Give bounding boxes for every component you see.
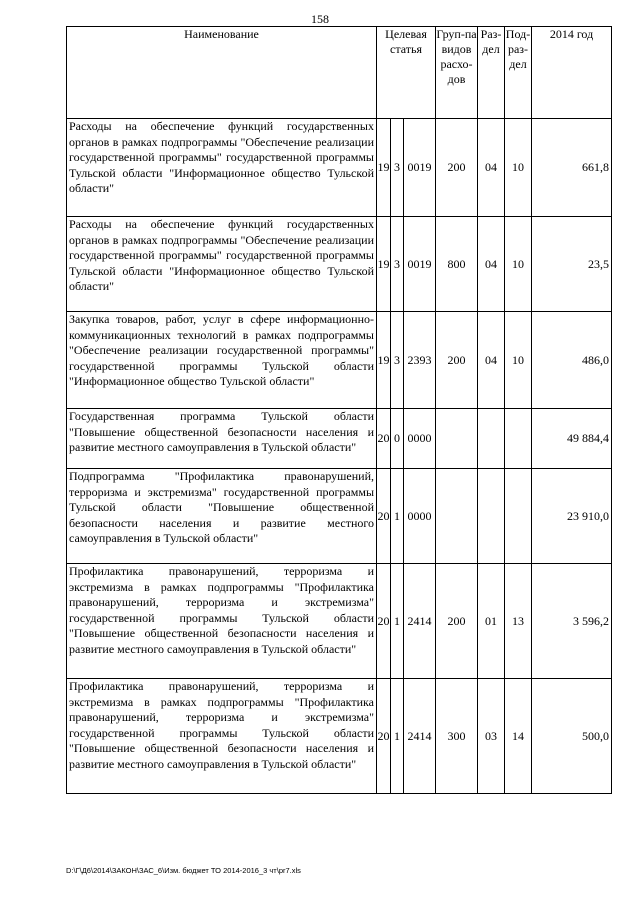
row-section — [478, 409, 505, 469]
row-amount-2014: 23,5 — [532, 217, 612, 312]
row-section: 01 — [478, 564, 505, 679]
table-row — [67, 564, 612, 679]
file-path-footer: D:\Г\Д6\2014\ЗАКОН\ЗАС_6\Изм. бюджет ТО 2014-2016_3 чт\pr7.xls — [66, 866, 301, 875]
row-subsection: 10 — [505, 312, 532, 409]
table-header-row — [67, 27, 612, 119]
row-code-subprogram: 3 — [391, 217, 404, 312]
row-amount-2014: 661,8 — [532, 119, 612, 217]
row-subsection: 10 — [505, 217, 532, 312]
row-code-program: 19 — [377, 119, 391, 217]
row-expense-group: 200 — [436, 119, 478, 217]
row-amount-2014: 486,0 — [532, 312, 612, 409]
row-expense-group — [436, 409, 478, 469]
row-expense-group: 800 — [436, 217, 478, 312]
row-code-subprogram: 0 — [391, 409, 404, 469]
row-section: 04 — [478, 119, 505, 217]
table-row — [67, 312, 612, 409]
row-expense-group: 200 — [436, 564, 478, 679]
header-target-article: Целевая статья — [377, 27, 436, 119]
row-code-program: 19 — [377, 312, 391, 409]
page-number: 158 — [311, 12, 329, 26]
row-section — [478, 469, 505, 564]
row-name: Профилактика правонарушений, терроризма и экстремизма в рамках подпрограммы "Профилактика правонарушений, терроризма и экстремизма" государственной программы Тульской области "Повышение общественной безопасности населения и развитие местного самоуправления в Тульской области" — [67, 679, 377, 794]
row-code-direction: 0019 — [404, 119, 436, 217]
row-name: Профилактика правонарушений, терроризма и экстремизма в рамках подпрограммы "Профилактика правонарушений, терроризма и экстремизма" государственной программы Тульской области "Повышение общественной безопасности населения и развитие местного самоуправления в Тульской области" — [67, 564, 377, 679]
row-code-subprogram: 3 — [391, 312, 404, 409]
table-row — [67, 119, 612, 217]
row-amount-2014: 3 596,2 — [532, 564, 612, 679]
row-section: 04 — [478, 312, 505, 409]
row-code-program: 20 — [377, 564, 391, 679]
row-subsection — [505, 409, 532, 469]
row-expense-group: 200 — [436, 312, 478, 409]
row-code-direction: 0000 — [404, 409, 436, 469]
header-expense-group: Груп-па видов расхо-дов — [436, 27, 478, 119]
row-expense-group: 300 — [436, 679, 478, 794]
table-row — [67, 217, 612, 312]
row-name: Подпрограмма "Профилактика правонарушений, терроризма и экстремизма" государственной программы Тульской области "Повышение общественной безопасности населения и развитие местного самоуправления в Тульской области" — [67, 469, 377, 564]
row-name: Государственная программа Тульской области "Повышение общественной безопасности населения и развитие местного самоуправления в Тульской области" — [67, 409, 377, 469]
row-code-program: 20 — [377, 409, 391, 469]
row-code-subprogram: 1 — [391, 679, 404, 794]
header-subsection: Под-раз-дел — [505, 27, 532, 119]
row-amount-2014: 500,0 — [532, 679, 612, 794]
row-name: Расходы на обеспечение функций государственных органов в рамках подпрограммы "Обеспечение реализации государственной программы" государственной программы Тульской области "Информационное общество Тульской области" — [67, 119, 377, 217]
row-subsection: 10 — [505, 119, 532, 217]
header-name: Наименование — [67, 27, 377, 119]
row-expense-group — [436, 469, 478, 564]
row-amount-2014: 49 884,4 — [532, 409, 612, 469]
table-row — [67, 409, 612, 469]
table-row — [67, 469, 612, 564]
row-code-direction: 0000 — [404, 469, 436, 564]
header-section: Раз-дел — [478, 27, 505, 119]
row-code-subprogram: 3 — [391, 119, 404, 217]
table-row — [67, 679, 612, 794]
row-code-program: 20 — [377, 469, 391, 564]
row-code-direction: 2414 — [404, 679, 436, 794]
row-amount-2014: 23 910,0 — [532, 469, 612, 564]
row-code-program: 20 — [377, 679, 391, 794]
row-name: Закупка товаров, работ, услуг в сфере информационно-коммуникационных технологий в рамках подпрограммы "Обеспечение реализации государственной программы" государственной программы Тульской области "Информационное общество Тульской области" — [67, 312, 377, 409]
row-subsection — [505, 469, 532, 564]
row-name: Расходы на обеспечение функций государственных органов в рамках подпрограммы "Обеспечение реализации государственной программы" государственной программы Тульской области "Информационное общество Тульской области" — [67, 217, 377, 312]
row-section: 03 — [478, 679, 505, 794]
row-code-direction: 2414 — [404, 564, 436, 679]
row-code-direction: 0019 — [404, 217, 436, 312]
row-subsection: 14 — [505, 679, 532, 794]
header-year: 2014 год — [532, 27, 612, 119]
row-code-program: 19 — [377, 217, 391, 312]
row-code-subprogram: 1 — [391, 564, 404, 679]
row-section: 04 — [478, 217, 505, 312]
row-code-direction: 2393 — [404, 312, 436, 409]
budget-table — [66, 26, 612, 794]
row-subsection: 13 — [505, 564, 532, 679]
row-code-subprogram: 1 — [391, 469, 404, 564]
